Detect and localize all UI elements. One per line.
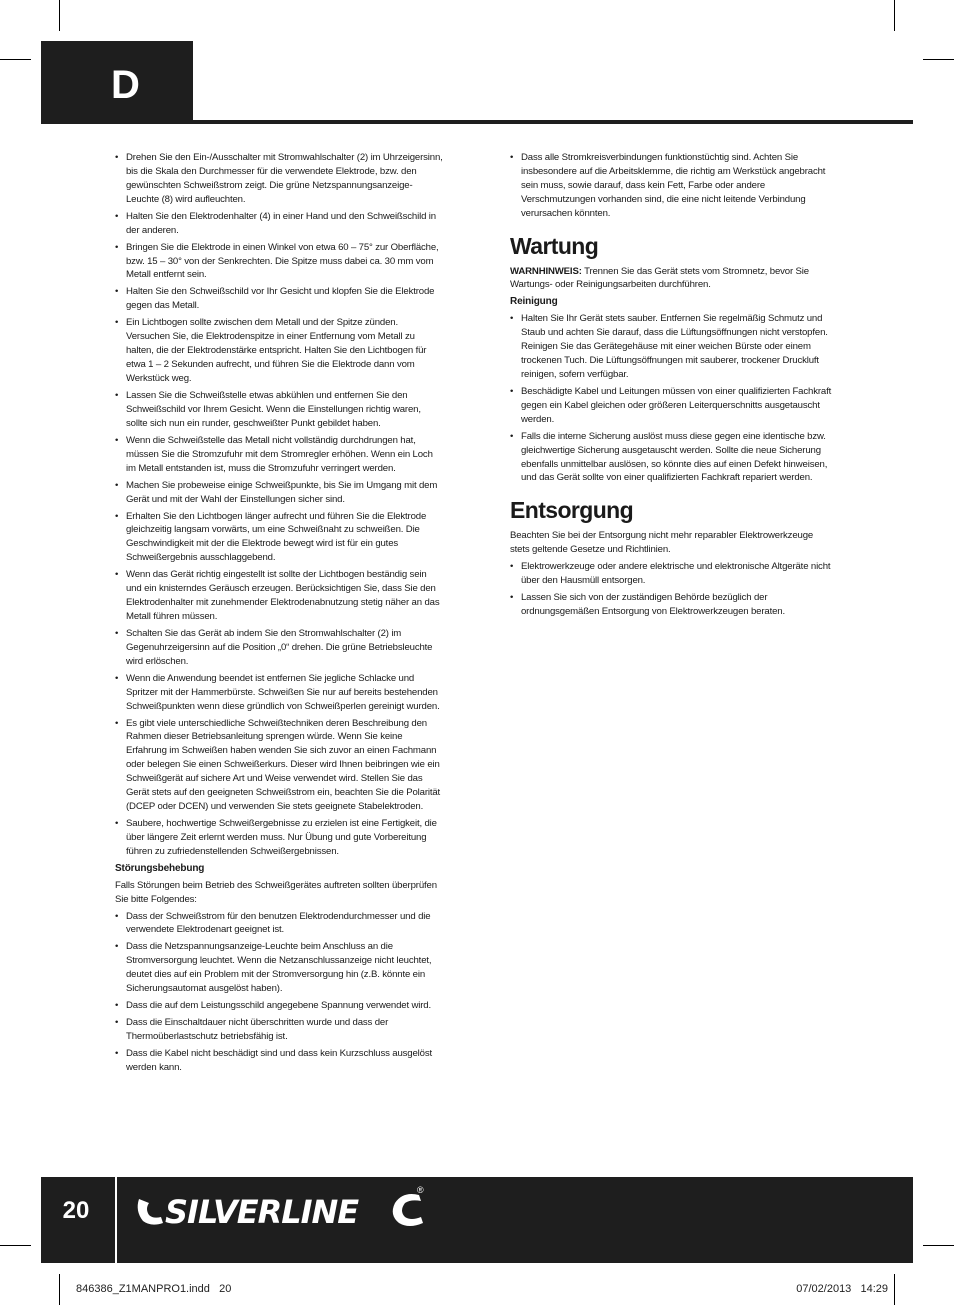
list-item: • Dass der Schweißstrom für den benutzen Elektrodendurchmesser und die verwendete Elektrodenart geeignet ist. [115,910,443,938]
crop-mark [59,1274,60,1305]
list-item: • Erhalten Sie den Lichtbogen länger aufrecht und führen Sie die Elektrode gleichzeitig langsam vorwärts, um eine Schweißnaht zu schweißen. Die Geschwindigkeit mit der die Elektrode bewegt wird ist für ein gutes Schweißergebnis ausschlaggebend. [115,510,443,566]
cleaning-list [510,312,834,485]
troubleshooting-list [115,910,443,1075]
disposal-list [510,560,834,619]
maintenance-warning [510,265,834,293]
footer-divider [115,1177,117,1263]
list-item: • Dass alle Stromkreisverbindungen funktionstüchtig sind. Achten Sie insbesondere auf die Arbeitsklemme, die richtig am Werkstück angebracht sein muss, sowie darauf, dass kein Fett, Farbe oder andere Verschmutzungen vorhanden sind, die eine nicht leitende Verbindung verursachen könnten. [510,151,834,221]
list-item: • Dass die Netzspannungsanzeige-Leuchte beim Anschluss an die Stromversorgung leuchtet. Wenn die Netzanschlussanzeige nicht leuchtet, deutet dies auf ein Problem mit der Stromversorgung hin (z.B. könnte ein Sicherungsautomat ausgelöst haben). [115,940,443,996]
list-item: • Halten Sie den Schweißschild vor Ihr Gesicht und klopfen Sie die Elektrode gegen das Metall. [115,285,443,313]
list-item: • Drehen Sie den Ein-/Ausschalter mit Stromwahlschalter (2) im Uhrzeigersinn, bis die Skala den Durchmesser für die verwendete Elektrode, bzw. den gewünschten Schweißstrom zeigt. Die grüne Netzspannungsanzeige-Leuchte (8) wird aufleuchten. [115,151,443,207]
list-item: • Dass die Einschaltdauer nicht überschritten wurde und dass der Thermoüberlastschutz betriebsfähig ist. [115,1016,443,1044]
brand-wordmark: SILVERLINE [165,1193,359,1231]
list-item: • Es gibt viele unterschiedliche Schweißtechniken deren Beschreibung den Rahmen dieser Betriebsanleitung sprengen würde. Wenn Sie keine Erfahrung im Schweißen haben wenden Sie sich zuvor an einen Fachmann oder belegen Sie einen Schweißerkurs. Dieser wird Ihnen beibringen wie ein Schweißgerät auf sichere Art und Weise verwendet wird. Stellen Sie das Gerät stets auf den geeigneten Schweißstrom ein, beachten Sie die Polarität (DCEP oder DCEN) und verwenden Sie stets geeignete Stabelektroden. [115,717,443,814]
silverline-logo [133,1187,433,1233]
list-item: • Dass die Kabel nicht beschädigt sind und dass kein Kurzschluss ausgelöst werden kann. [115,1047,443,1075]
crop-mark [0,59,31,60]
page-number: 20 [62,1197,90,1224]
list-item: • Falls die interne Sicherung auslöst muss diese gegen eine identische bzw. gleichwertige Sicherung ausgetauscht werden. Sollte die neue Sicherung ebenfalls unmittelbar auslösen, so könnte dies auf einen Defekt hinweisen, und das Gerät sollte von einer qualifizierten Fachkraft repariert werden. [510,430,834,486]
instruction-list [115,151,443,859]
list-item: • Wenn die Schweißstelle das Metall nicht vollständig durchdrungen hat, müssen Sie die Stromzufuhr mit dem Stromregler erhöhen. Wenn ein Loch im Metall entstanden ist, muss die Stromzufuhr verringert werden. [115,434,443,476]
list-item: • Elektrowerkzeuge oder andere elektrische und elektronische Altgeräte nicht über den Hausmüll entsorgen. [510,560,834,588]
crop-mark [923,59,954,60]
list-item: • Machen Sie probeweise einige Schweißpunkte, bis Sie im Umgang mit dem Gerät und mit der Wahl der Einstellungen sicher sind. [115,479,443,507]
list-item: • Lassen Sie sich von der zuständigen Behörde bezüglich der ordnungsgemäßen Entsorgung von Elektrowerkzeugen beraten. [510,591,834,619]
crop-mark [894,1274,895,1305]
crop-mark [923,1245,954,1246]
list-item: • Halten Sie Ihr Gerät stets sauber. Entfernen Sie regelmäßig Schmutz und Staub und achten Sie darauf, dass die Lüftungsöffnungen nicht verstopfen. Reinigen Sie das Gerätegehäuse mit einer weichen Bürste oder einem trockenen Tuch. Die Lüftungsöffnungen mit sauberer, trockener Druckluft reinigen, sofern verfügbar. [510,312,834,382]
warning-label: WARNHINWEIS: [510,265,582,277]
header-rule [41,120,913,124]
disposal-title: Entsorgung [510,497,634,524]
list-item: • Wenn das Gerät richtig eingestellt ist sollte der Lichtbogen beständig sein und ein knisterndes Geräusch erzeugen. Berücksichtigen Sie, dass Sie den Elektrodenhalter mit zunehmender Elektrodenabnutzung stetig näher an das Metall führen müssen. [115,568,443,624]
troubleshooting-heading: Störungsbehebung [115,862,205,874]
list-item: • Halten Sie den Elektrodenhalter (4) in einer Hand und den Schweißschild in der anderen. [115,210,443,238]
footer-bar [41,1177,913,1263]
list-item: • Wenn die Anwendung beendet ist entfernen Sie jegliche Schlacke und Spritzer mit der Hammerbürste. Schweißen Sie nur auf bereits bestehenden Schweißpunkten wenn diese gründlich von Schweißperlen gereinigt wurden. [115,672,443,714]
list-item: • Ein Lichtbogen sollte zwischen dem Metall und der Spitze zünden. Versuchen Sie, die Elektrodenspitze in einer Entfernung vom Metall zu halten, die der Elektrodenstärke entspricht. Halten Sie den Lichtbogen für etwa 1 – 2 Sekunden aufrecht, und führen Sie die Elektrode dann vom Werkstück weg. [115,316,443,386]
right-column [510,151,834,622]
list-item: • Dass die auf dem Leistungsschild angegebene Spannung verwendet wird. [115,999,443,1013]
crop-mark [894,0,895,31]
slug-timestamp: 07/02/2013 14:29 [796,1283,888,1295]
list-item: • Saubere, hochwertige Schweißergebnisse zu erzielen ist eine Fertigkeit, die über längere Zeit erlernt werden muss. Nur Übung und gute Vorbereitung führen zu zufriedenstellenden Schweißergebnissen. [115,817,443,859]
crop-mark [59,0,60,31]
list-item: • Bringen Sie die Elektrode in einen Winkel von etwa 60 – 75° zur Oberfläche, bzw. 15 – 30° von der Senkrechten. Die Spitze muss dabei ca. 30 mm vom Metall entfernt sein. [115,241,443,283]
crop-mark [0,1245,31,1246]
language-tab [41,41,193,124]
list-item: • Beschädigte Kabel und Leitungen müssen von einer qualifizierten Fachkraft gegen ein Kabel gleichen oder größeren Leiterquerschnitts ausgetauscht werden. [510,385,834,427]
maintenance-title: Wartung [510,232,599,259]
language-letter: D [111,63,140,107]
cleaning-heading: Reinigung [510,296,558,308]
list-item: • Lassen Sie die Schweißstelle etwas abkühlen und entfernen Sie den Schweißschild vor Ihrem Gesicht. Wenn die Einstellungen richtig waren, sollte sich nun ein runder, geschweißter Punkt gebildet haben. [115,389,443,431]
registered-mark: ® [417,1185,424,1195]
left-column [115,151,443,1078]
warning-text: Trennen Sie das Gerät stets vom Stromnetz, bevor Sie Wartungs- oder Reinigungsarbeiten durchführen. [510,265,809,291]
list-item: • Schalten Sie das Gerät ab indem Sie den Stromwahlschalter (2) im Gegenuhrzeigersinn auf die Position „0“ drehen. Die grüne Betriebsleuchte wird erlöschen. [115,627,443,669]
disposal-intro: Beachten Sie bei der Entsorgung nicht mehr reparabler Elektrowerkzeuge stets geltende Gesetze und Richtlinien. [510,530,814,556]
troubleshooting-intro: Falls Störungen beim Betrieb des Schweißgerätes auftreten sollten überprüfen Sie bitte Folgendes: [115,879,437,905]
connection-list [510,151,834,221]
slug-file: 846386_Z1MANPRO1.indd 20 [76,1283,232,1295]
